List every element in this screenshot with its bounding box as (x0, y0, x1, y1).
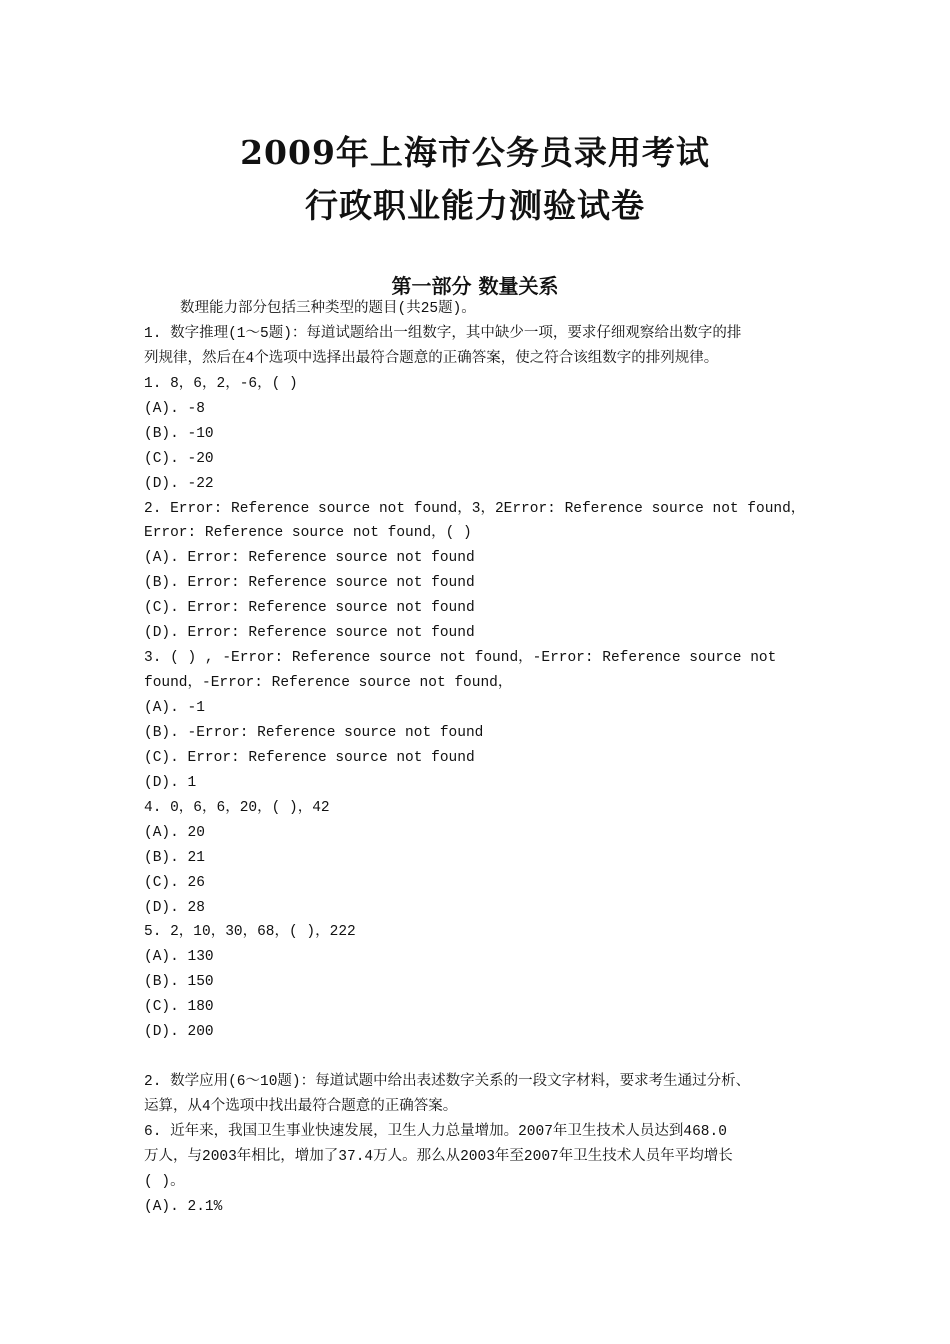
question-3-stem-cont: found，-Error: Reference source not found， (144, 675, 513, 692)
q1-option-b: (B). -10 (144, 425, 214, 442)
q5-option-c: (C). 180 (144, 999, 214, 1016)
q2-option-a: (A). Error: Reference source not found (144, 550, 475, 567)
part1-desc-line: 1. 数字推理(1～5题)：每道试题给出一组数字，其中缺少一项，要求仔细观察给出数字的排 (144, 325, 742, 342)
q5-option-d: (D). 200 (144, 1024, 214, 1041)
q4-option-d: (D). 28 (144, 899, 205, 916)
q1-option-c: (C). -20 (144, 450, 214, 467)
section-heading: 第一部分 数量关系 (391, 274, 559, 298)
question-2-stem: 2. Error: Reference source not found，3，2Error: Reference source not found， (144, 500, 806, 517)
question-2-stem-cont: Error: Reference source not found，( ) (144, 525, 472, 542)
q6-option-a: (A). 2.1% (144, 1198, 223, 1215)
q2-option-c: (C). Error: Reference source not found (144, 600, 475, 617)
question-3-stem: 3. ( ) , -Error: Reference source not found，-Error: Reference source not (144, 650, 777, 667)
document-body (144, 297, 812, 1220)
q1-option-a: (A). -8 (144, 400, 205, 417)
intro-text: 数理能力部分包括三种类型的题目(共25题)。 (180, 301, 476, 317)
blank-line (144, 1045, 812, 1070)
part2-desc-line: 2. 数学应用(6～10题)：每道试题中给出表述数字关系的一段文字材料，要求考生通过分析、 (144, 1074, 751, 1091)
q3-option-a: (A). -1 (144, 700, 205, 716)
q3-option-b: (B). -Error: Reference source not found (144, 724, 484, 741)
question-5-stem: 5. 2，10，30，68，( )，222 (144, 924, 356, 941)
q3-option-c: (C). Error: Reference source not found (144, 749, 475, 766)
q5-option-a: (A). 130 (144, 949, 214, 966)
q3-option-d: (D). 1 (144, 774, 197, 791)
q4-option-c: (C). 26 (144, 874, 205, 891)
question-6-stem-cont: 万人，与2003年相比，增加了37.4万人。那么从2003年至2007年卫生技术人员年平均增长 (144, 1148, 733, 1165)
question-1-stem: 1. 8，6，2，-6，( ) (144, 375, 298, 392)
q5-option-b: (B). 150 (144, 974, 214, 991)
q4-option-a: (A). 20 (144, 824, 205, 841)
part2-desc-line: 运算，从4个选项中找出最符合题意的正确答案。 (144, 1099, 458, 1115)
question-6-stem-cont: ( )。 (144, 1173, 185, 1190)
part1-desc-line: 列规律，然后在4个选项中选择出最符合题意的正确答案，使之符合该组数字的排列规律。 (144, 350, 719, 367)
doc-title-line1: 2009年上海市公务员录用考试 (240, 133, 710, 172)
q2-option-d: (D). Error: Reference source not found (144, 625, 475, 642)
question-4-stem: 4. 0，6，6，20，( )，42 (144, 799, 330, 816)
q1-option-d: (D). -22 (144, 475, 214, 492)
question-6-stem: 6. 近年来，我国卫生事业快速发展，卫生人力总量增加。2007年卫生技术人员达到468.0 (144, 1123, 727, 1140)
q2-option-b: (B). Error: Reference source not found (144, 575, 475, 592)
doc-title-line2: 行政职业能力测验试卷 (305, 186, 645, 225)
q4-option-b: (B). 21 (144, 849, 205, 866)
